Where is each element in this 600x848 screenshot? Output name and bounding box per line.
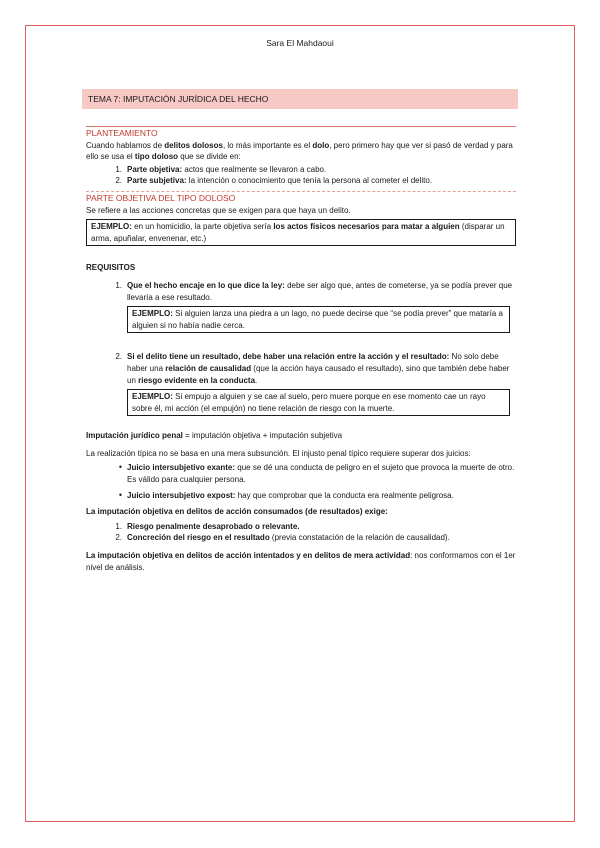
document-content: [86, 126, 516, 573]
parte-objetiva-intro: Se refiere a las acciones concretas que se exigen para que haya un delito.: [86, 205, 351, 215]
section-heading-parte-objetiva: PARTE OBJETIVA DEL TIPO DOLOSO: [86, 191, 516, 205]
imputacion-definition: Imputación jurídico penal = imputación objetiva + imputación subjetiva: [86, 431, 343, 441]
requisito-2: 2. Si el delito tiene un resultado, debe haber una relación entre la acción y el resultado: No solo debe haber una relación de causalidad (que la acción haya causado el resultado), sino que también debe haber un riesgo evidente en la conducta. EJEMPLO: Si empujo a alguien y se cae al suelo, pero muere porque en ese momento cae un rayo sobre él, mi acción (el empujón) no tiene relación de riesgo con la muerte.: [100, 351, 516, 416]
planteamiento-paragraph: Cuando hablamos de delitos dolosos, lo más importante es el dolo, pero primero hay que ver si pasó de verdad y para ello se usa el tipo doloso que se divide en:: [86, 140, 513, 162]
planteamiento-list: [100, 164, 516, 187]
consumados-heading: La imputación objetiva en delitos de acción consumados (de resultados) exige:: [86, 507, 388, 517]
list-item: 1. Parte objetiva: actos que realmente se llevaron a cabo.: [115, 164, 327, 174]
intentados-paragraph: La imputación objetiva en delitos de acción intentados y en delitos de mera actividad: nos conformamos con el 1er nivel de análisis.: [86, 551, 516, 572]
example-box: EJEMPLO: en un homicidio, la parte objetiva sería los actos físicos necesarios para matar a alguien (disparar un arma, apuñalar, envenenar, etc.): [86, 219, 516, 246]
realizacion-paragraph: La realización típica no se basa en una mera subsunción. El injusto penal típico requiere superar dos juicios:: [86, 448, 471, 458]
list-item: • Juicio intersubjetivo expost: hay que comprobar que la conducta era realmente peligrosa.: [118, 489, 454, 500]
page-title: TEMA 7: IMPUTACIÓN JURÍDICA DEL HECHO: [82, 89, 518, 109]
list-item: 2. Concreción del riesgo en el resultado (previa constatación de la relación de causalidad).: [115, 533, 450, 543]
juicios-list: [100, 462, 516, 501]
requisito-1: 1. Que el hecho encaje en lo que dice la ley: debe ser algo que, antes de cometerse, ya se podía prever que llevaría a ese resultado. EJEMPLO: Si alguien lanza una piedra a un lago, no puede decirse que “se podía prever” que mataría a alguien si no había nadie cerca.: [100, 280, 516, 333]
list-item: • Juicio intersubjetivo exante: que se dé una conducta de peligro en el sujeto que provoca la muerte de otro. Es válido para cualquier persona.: [118, 462, 515, 485]
requisitos-heading: REQUISITOS: [86, 263, 136, 273]
example-box: EJEMPLO: Si alguien lanza una piedra a un lago, no puede decirse que “se podía prever” que mataría a alguien si no había nadie cerca.: [127, 306, 510, 333]
list-item: 2. Parte subjetiva: la intención o conocimiento que tenía la persona al cometer el delito.: [115, 176, 433, 186]
example-box: EJEMPLO: Si empujo a alguien y se cae al suelo, pero muere porque en ese momento cae un rayo sobre él, mi acción (el empujón) no tiene relación de riesgo con la muerte.: [127, 389, 510, 416]
header-author: Sara El Mahdaoui: [266, 38, 334, 48]
list-item: 1. Riesgo penalmente desaprobado o relevante.: [115, 521, 300, 531]
section-heading-planteamiento: PLANTEAMIENTO: [86, 126, 516, 140]
consumados-list: [100, 521, 516, 544]
